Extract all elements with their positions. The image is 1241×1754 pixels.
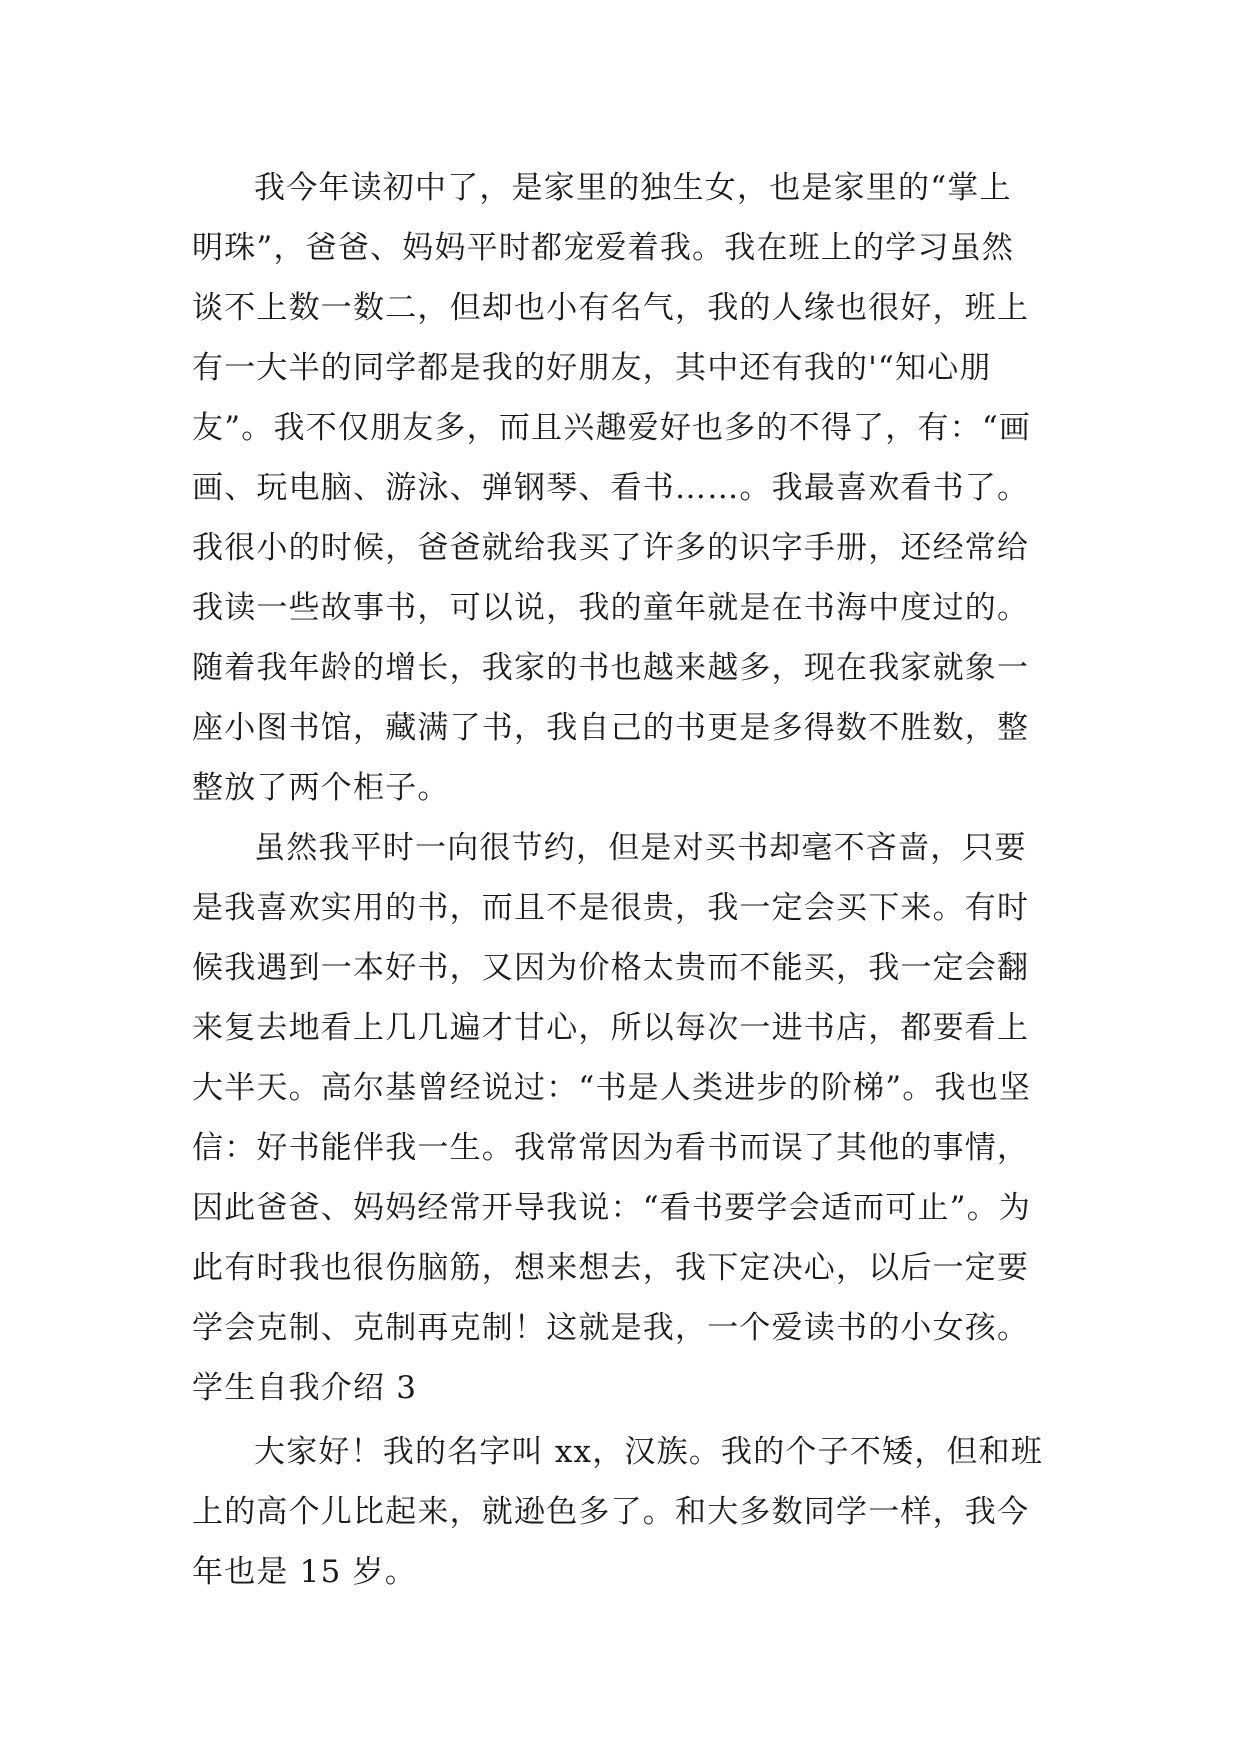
paragraph-line: 虽然我平时一向很节约，但是对买书却毫不吝啬，只要 [254, 830, 1027, 866]
paragraph-2 [192, 818, 1054, 1358]
paragraph-line: 信：好书能伴我一生。我常常因为看书而误了其他的事情， [192, 1130, 1030, 1166]
paragraph-line: 候我遇到一本好书，又因为价格太贵而不能买，我一定会翻 [192, 950, 1030, 986]
document-body [192, 158, 1054, 1602]
paragraph-line: 我读一些故事书，可以说，我的童年就是在书海中度过的。 [192, 590, 1030, 626]
paragraph-line: 大半天。高尔基曾经说过：“书是人类进步的阶梯”。我也坚 [192, 1070, 1032, 1106]
section-heading [192, 1358, 1054, 1422]
paragraph-3 [192, 1422, 1054, 1602]
paragraph-line: 来复去地看上几几遍才甘心，所以每次一进书店，都要看上 [192, 1010, 1030, 1046]
paragraph-line: 学会克制、克制再克制！这就是我，一个爱读书的小女孩。 [192, 1310, 1030, 1346]
paragraph-line: 上的高个儿比起来，就逊色多了。和大多数同学一样，我今 [192, 1494, 1030, 1530]
paragraph-line: 座小图书馆，藏满了书，我自己的书更是多得数不胜数，整 [192, 710, 1030, 746]
paragraph-line: 我今年读初中了，是家里的独生女，也是家里的“掌上 [254, 170, 1012, 206]
paragraph-line: 此有时我也很伤脑筋，想来想去，我下定决心，以后一定要 [192, 1250, 1030, 1286]
section-heading-text: 学生自我介绍 3 [192, 1370, 418, 1406]
paragraph-line: 年也是 15 岁。 [192, 1554, 417, 1590]
paragraph-line: 是我喜欢实用的书，而且不是很贵，我一定会买下来。有时 [192, 890, 1030, 926]
paragraph-line: 我很小的时候，爸爸就给我买了许多的识字手册，还经常给 [192, 530, 1030, 566]
paragraph-line: 明珠”，爸爸、妈妈平时都宠爱着我。我在班上的学习虽然 [192, 230, 1015, 266]
paragraph-line: 友”。我不仅朋友多，而且兴趣爱好也多的不得了，有：“画 [192, 410, 1032, 446]
paragraph-line: 谈不上数一数二，但却也小有名气，我的人缘也很好，班上 [192, 290, 1030, 326]
paragraph-1 [192, 158, 1054, 818]
paragraph-line: 因此爸爸、妈妈经常开导我说：“看书要学会适而可止”。为 [192, 1190, 1032, 1226]
paragraph-line: 有一大半的同学都是我的好朋友，其中还有我的'“知心朋 [192, 350, 992, 386]
paragraph-line: 大家好！我的名字叫 xx，汉族。我的个子不矮，但和班 [254, 1434, 1044, 1470]
paragraph-line: 整放了两个柜子。 [192, 770, 450, 806]
paragraph-line: 画、玩电脑、游泳、弹钢琴、看书……。我最喜欢看书了。 [192, 470, 1030, 506]
paragraph-line: 随着我年龄的增长，我家的书也越来越多，现在我家就象一 [192, 650, 1030, 686]
